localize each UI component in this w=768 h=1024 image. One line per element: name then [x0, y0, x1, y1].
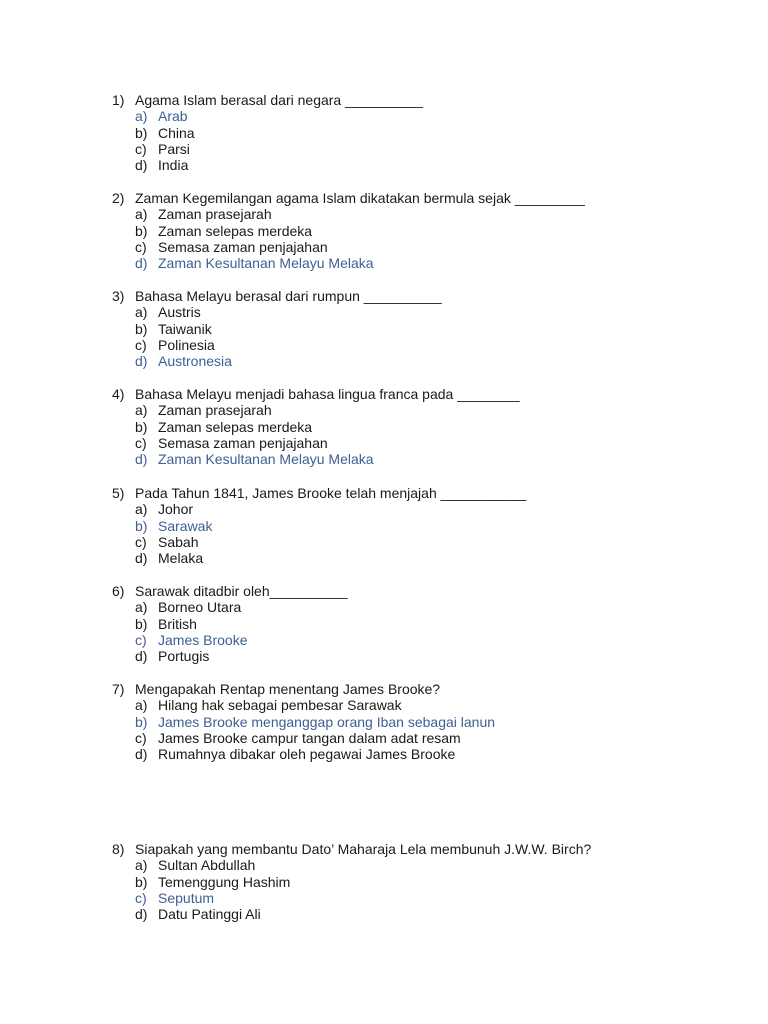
option-text: Parsi — [158, 140, 190, 157]
answer-option-a — [112, 697, 712, 713]
answer-option-c — [112, 890, 712, 906]
question-5 — [112, 485, 712, 566]
option-letter: a) — [135, 697, 148, 714]
question-number: 8) — [112, 841, 125, 857]
answer-option-d — [112, 550, 712, 566]
answer-option-c — [112, 632, 712, 648]
answer-option-b — [112, 321, 712, 337]
option-text: China — [158, 124, 195, 141]
answer-option-a — [112, 206, 712, 222]
option-letter: b) — [135, 418, 148, 435]
question-text: Sarawak ditadbir oleh__________ — [135, 583, 348, 599]
option-letter: c) — [135, 434, 147, 451]
option-letter: c) — [135, 729, 147, 746]
answer-option-b — [112, 419, 712, 435]
option-text: Hilang hak sebagai pembesar Sarawak — [158, 697, 402, 714]
question-8 — [112, 841, 712, 922]
answer-option-c — [112, 435, 712, 451]
option-text: Taiwanik — [158, 320, 212, 337]
option-text: British — [158, 615, 197, 632]
answer-option-b — [112, 518, 712, 534]
option-letter: a) — [135, 857, 148, 874]
option-letter: d) — [135, 648, 148, 665]
question-stem — [112, 190, 712, 206]
answer-option-d — [112, 255, 712, 271]
question-stem — [112, 386, 712, 402]
option-text: Rumahnya dibakar oleh pegawai James Brooke — [158, 746, 456, 763]
answer-option-c — [112, 239, 712, 255]
question-text: Bahasa Melayu menjadi bahasa lingua franca pada ________ — [135, 386, 520, 402]
question-text: Pada Tahun 1841, James Brooke telah menjajah ___________ — [135, 485, 527, 501]
option-text: James Brooke menganggap orang Iban sebagai lanun — [158, 713, 496, 730]
option-text: Datu Patinggi Ali — [158, 906, 261, 923]
answer-option-d — [112, 157, 712, 173]
question-1 — [112, 92, 712, 173]
answer-option-b — [112, 874, 712, 890]
option-letter: b) — [135, 873, 148, 890]
question-number: 5) — [112, 485, 125, 501]
question-number: 4) — [112, 386, 125, 402]
answer-option-b — [112, 223, 712, 239]
option-letter: a) — [135, 501, 148, 518]
option-letter: a) — [135, 108, 148, 125]
option-text: Zaman Kesultanan Melayu Melaka — [158, 255, 374, 272]
option-letter: d) — [135, 255, 148, 272]
question-stem — [112, 681, 712, 697]
question-number: 1) — [112, 92, 125, 108]
option-text: Borneo Utara — [158, 599, 242, 616]
option-letter: b) — [135, 517, 148, 534]
question-4 — [112, 386, 712, 467]
answer-option-c — [112, 534, 712, 550]
option-letter: d) — [135, 353, 148, 370]
option-letter: c) — [135, 631, 147, 648]
option-text: Semasa zaman penjajahan — [158, 238, 328, 255]
answer-option-a — [112, 599, 712, 615]
option-letter: b) — [135, 615, 148, 632]
option-text: Zaman prasejarah — [158, 206, 272, 223]
option-letter: d) — [135, 550, 148, 567]
answer-option-a — [112, 402, 712, 418]
option-text: Sabah — [158, 533, 199, 550]
option-text: Polinesia — [158, 336, 215, 353]
question-7 — [112, 681, 712, 762]
option-text: Zaman Kesultanan Melayu Melaka — [158, 451, 374, 468]
question-number: 2) — [112, 190, 125, 206]
answer-option-a — [112, 304, 712, 320]
answer-option-d — [112, 451, 712, 467]
option-text: Seputum — [158, 889, 215, 906]
question-number: 3) — [112, 288, 125, 304]
question-stem — [112, 288, 712, 304]
option-text: Zaman prasejarah — [158, 402, 272, 419]
question-stem — [112, 841, 712, 857]
answer-option-a — [112, 501, 712, 517]
option-text: India — [158, 157, 189, 174]
option-text: Portugis — [158, 648, 210, 665]
question-3 — [112, 288, 712, 369]
option-text: Zaman selepas merdeka — [158, 222, 313, 239]
answer-option-c — [112, 337, 712, 353]
question-number: 6) — [112, 583, 125, 599]
option-text: James Brooke campur tangan dalam adat resam — [158, 729, 461, 746]
question-stem — [112, 92, 712, 108]
answer-option-b — [112, 616, 712, 632]
option-letter: b) — [135, 222, 148, 239]
option-text: Semasa zaman penjajahan — [158, 434, 328, 451]
question-stem — [112, 583, 712, 599]
answer-option-d — [112, 648, 712, 664]
option-text: Sarawak — [158, 517, 213, 534]
answer-option-d — [112, 353, 712, 369]
answer-option-c — [112, 730, 712, 746]
option-letter: c) — [135, 336, 147, 353]
option-text: Zaman selepas merdeka — [158, 418, 313, 435]
question-text: Siapakah yang membantu Dato’ Maharaja Lela membunuh J.W.W. Birch? — [135, 841, 592, 857]
option-letter: a) — [135, 599, 148, 616]
option-letter: b) — [135, 124, 148, 141]
option-text: Sultan Abdullah — [158, 857, 256, 874]
option-text: Arab — [158, 108, 188, 125]
answer-option-a — [112, 108, 712, 124]
question-stem — [112, 485, 712, 501]
option-letter: a) — [135, 402, 148, 419]
question-text: Bahasa Melayu berasal dari rumpun __________ — [135, 288, 442, 304]
question-text: Mengapakah Rentap menentang James Brooke? — [135, 681, 441, 697]
option-text: Temenggung Hashim — [158, 873, 291, 890]
question-number: 7) — [112, 681, 125, 697]
answer-option-b — [112, 714, 712, 730]
answer-option-d — [112, 746, 712, 762]
option-letter: a) — [135, 304, 148, 321]
option-letter: d) — [135, 451, 148, 468]
option-letter: c) — [135, 533, 147, 550]
option-letter: c) — [135, 889, 147, 906]
answer-option-d — [112, 906, 712, 922]
option-letter: c) — [135, 238, 147, 255]
option-letter: b) — [135, 713, 148, 730]
option-text: Austris — [158, 304, 201, 321]
option-letter: d) — [135, 906, 148, 923]
option-text: Johor — [158, 501, 194, 518]
question-text: Zaman Kegemilangan agama Islam dikatakan bermula sejak _________ — [135, 190, 585, 206]
option-letter: b) — [135, 320, 148, 337]
answer-option-c — [112, 141, 712, 157]
option-letter: d) — [135, 746, 148, 763]
option-letter: d) — [135, 157, 148, 174]
question-2 — [112, 190, 712, 271]
answer-option-a — [112, 857, 712, 873]
option-letter: a) — [135, 206, 148, 223]
option-letter: c) — [135, 140, 147, 157]
option-text: James Brooke — [158, 631, 248, 648]
option-text: Austronesia — [158, 353, 232, 370]
question-6 — [112, 583, 712, 664]
answer-option-b — [112, 125, 712, 141]
option-text: Melaka — [158, 550, 204, 567]
question-text: Agama Islam berasal dari negara __________ — [135, 92, 423, 108]
